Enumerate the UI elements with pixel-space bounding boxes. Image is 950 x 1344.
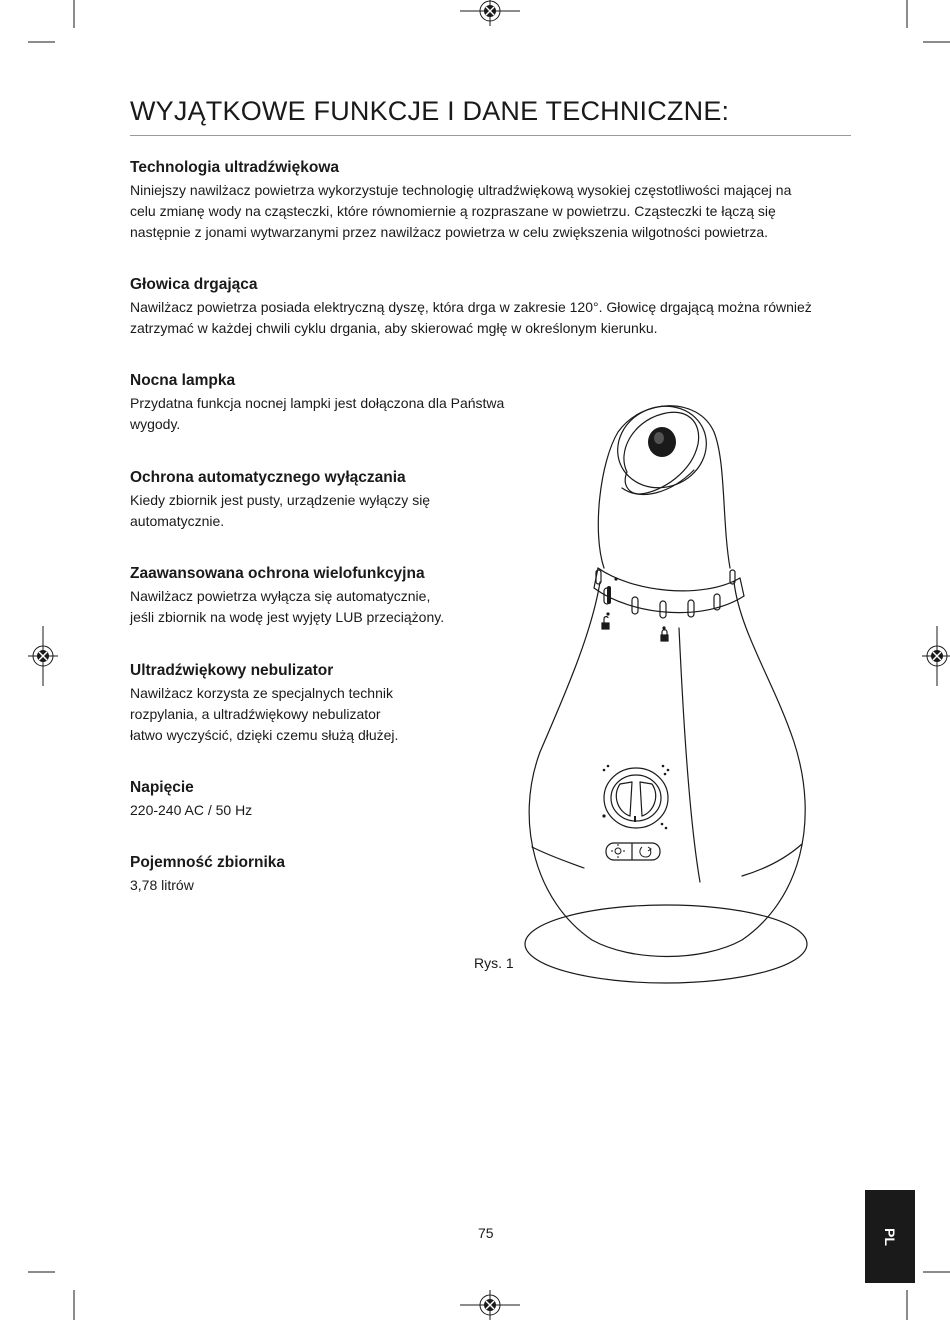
section-heading: Technologia ultradźwiękowa [130,159,339,176]
figure-caption: Rys. 1 [474,955,514,971]
section-text-line: Niniejszy nawilżacz powietrza wykorzystuje technologię ultradźwiękową wysokiej częstotliwości mającej na [130,182,792,198]
section-text-line: następnie z jonami wytwarzanymi przez nawilżacz powietrza w celu zwiększenia wilgotności powietrza. [130,224,769,240]
section-text-line: automatycznie. [130,513,225,529]
section-heading: Pojemność zbiornika [130,854,286,871]
section-advanced-protection [130,565,444,628]
unlock-icon [602,617,609,629]
section-text-line: zatrzymać w każdej chwili cyklu drgania, aby skierować mgłę w określonym kierunku. [130,320,658,336]
section-heading: Ultradźwiękowy nebulizator [130,662,334,679]
section-voltage [130,779,252,821]
section-text-line: 3,78 litrów [130,877,194,893]
section-text-line: łatwo wyczyścić, dzięki czemu służą dłużej. [130,727,399,743]
registration-mark-right [922,626,950,686]
section-oscillating-head [130,276,812,339]
language-tab [865,1190,915,1283]
section-text-line: Przydatna funkcja nocnej lampki jest dołączona dla Państwa [130,395,505,411]
section-heading: Zaawansowana ochrona wielofunkcyjna [130,565,425,582]
section-text-line: Nawilżacz powietrza posiada elektryczną dyszę, która drga w zakresie 120°. Głowicę drgającą można również [130,299,812,315]
registration-mark-bottom [460,1290,520,1320]
section-heading: Ochrona automatycznego wyłączania [130,469,406,486]
page-number: 75 [478,1225,494,1241]
section-tank-capacity [130,854,285,896]
section-text-line: Nawilżacz korzysta ze specjalnych technik [130,685,393,701]
section-text-line: 220-240 AC / 50 Hz [130,802,253,818]
humidifier-illustration [522,392,812,982]
section-ultrasonic-technology [130,159,791,243]
section-text-line: Nawilżacz powietrza wyłącza się automatycznie, [130,588,431,604]
title-divider [130,135,851,136]
language-tab-label: PL [881,1227,898,1246]
page-title: WYJĄTKOWE FUNKCJE I DANE TECHNICZNE: [130,96,730,126]
section-night-light [130,372,504,435]
lock-icon [661,630,668,641]
section-heading: Napięcie [130,779,194,796]
section-text-line: rozpylania, a ultradźwiękowy nebulizator [130,706,381,722]
section-text-line: Kiedy zbiornik jest pusty, urządzenie wyłączy się [130,492,431,508]
registration-mark-top [460,0,520,26]
section-auto-shutoff [130,469,430,532]
section-text-line: celu zmianę wody na cząsteczki, które równomiernie ą rozpraszane w powietrzu. Cząsteczki te łączą się [130,203,776,219]
section-heading: Nocna lampka [130,372,236,389]
section-text-line: jeśli zbiornik na wodę jest wyjęty LUB przeciążony. [130,609,445,625]
section-heading: Głowica drgająca [130,276,258,293]
registration-mark-left [28,626,58,686]
section-ultrasonic-nebulizer [130,662,398,746]
section-text-line: wygody. [130,416,181,432]
